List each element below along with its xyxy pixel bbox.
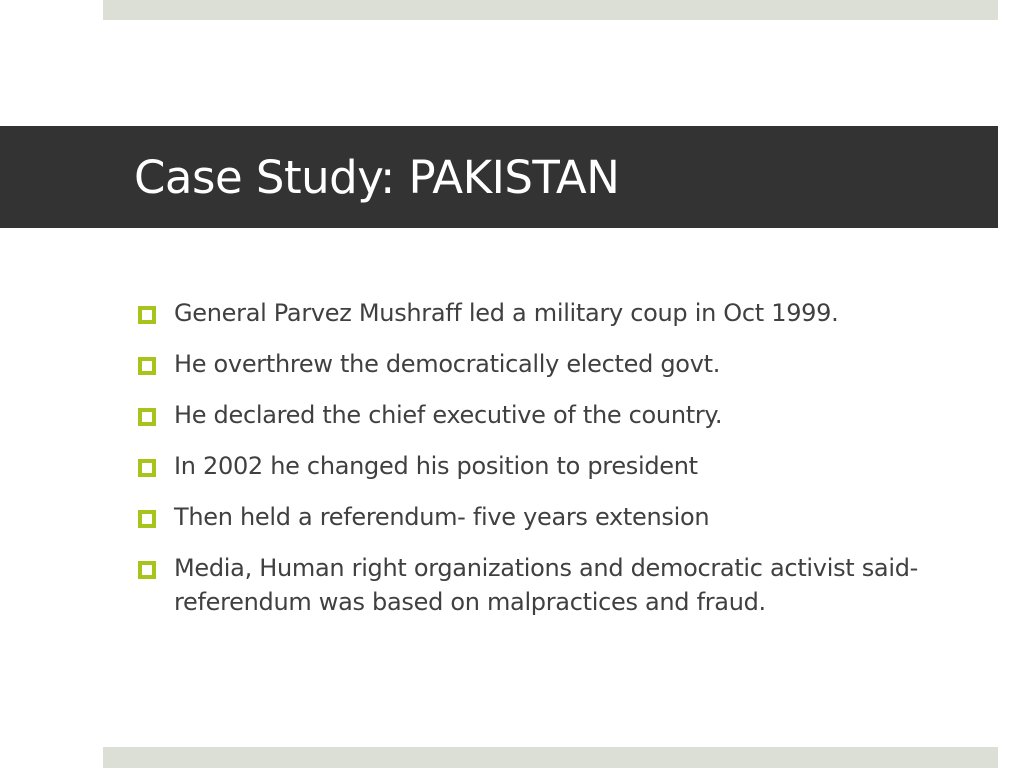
bottom-decorative-band <box>103 747 998 768</box>
square-bullet-icon <box>138 306 156 324</box>
square-bullet-icon <box>138 510 156 528</box>
top-decorative-band <box>103 0 998 20</box>
square-bullet-icon <box>138 408 156 426</box>
bullet-text: Media, Human right organizations and democratic activist said- referendum was based on malpractices and fraud. <box>174 554 918 616</box>
bullet-text: General Parvez Mushraff led a military coup in Oct 1999. <box>174 299 839 327</box>
bullet-item <box>136 398 986 432</box>
bullet-item <box>136 296 986 330</box>
bullet-text: Then held a referendum- five years extension <box>174 503 710 531</box>
slide-title: Case Study: PAKISTAN <box>134 151 620 204</box>
bullet-item <box>136 449 986 483</box>
square-bullet-icon <box>138 459 156 477</box>
square-bullet-icon <box>138 561 156 579</box>
bullet-item <box>136 500 986 534</box>
square-bullet-icon <box>138 357 156 375</box>
bullet-text: In 2002 he changed his position to president <box>174 452 698 480</box>
bullet-text: He declared the chief executive of the country. <box>174 401 723 429</box>
bullet-item <box>136 347 986 381</box>
bullet-item <box>136 551 986 619</box>
bullet-text: He overthrew the democratically elected govt. <box>174 350 721 378</box>
bullet-list <box>136 296 986 636</box>
